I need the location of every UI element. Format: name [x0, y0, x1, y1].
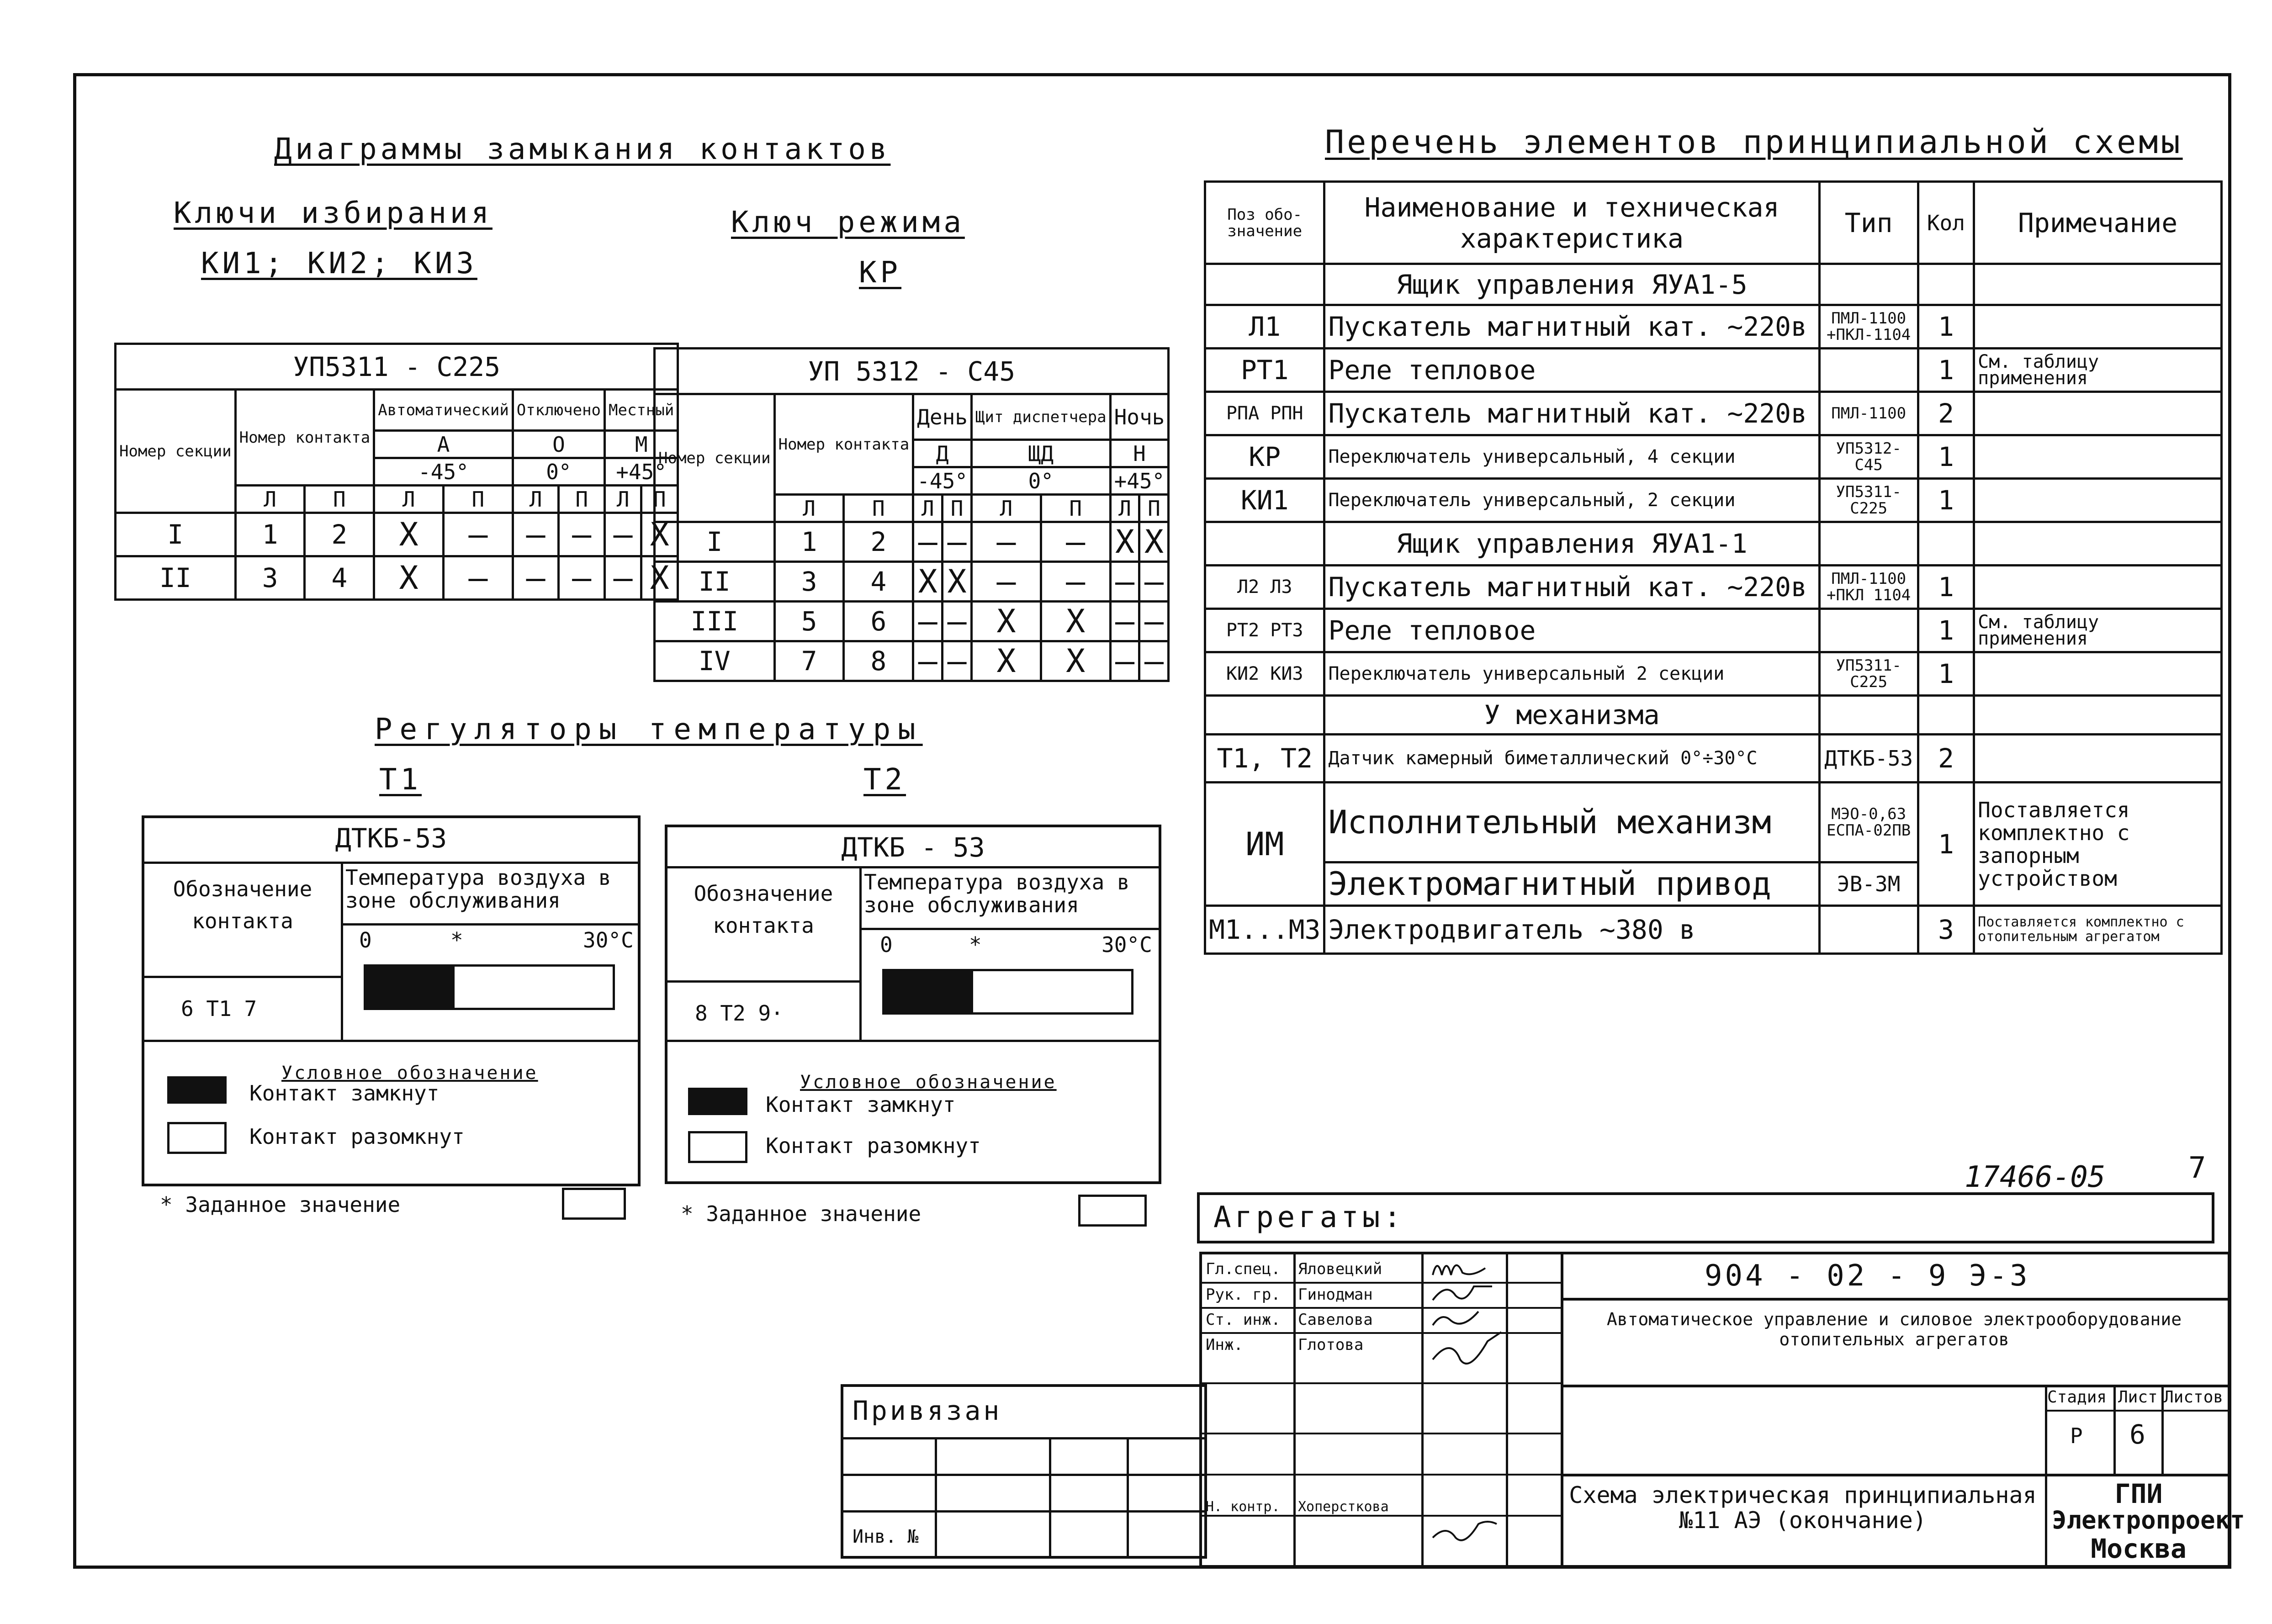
- state-cell: —: [1110, 562, 1139, 602]
- section-cell: I: [655, 522, 775, 562]
- table-row: [1205, 479, 2222, 522]
- qty-cell: 3: [1918, 906, 1974, 954]
- state-cell: —: [943, 602, 972, 641]
- mode-name: День: [913, 394, 972, 440]
- t2-contact-symbol: 8 Т2 9·: [695, 1001, 784, 1026]
- t2-scale-min: 0: [880, 932, 893, 957]
- mode-angle: -45°: [913, 467, 972, 495]
- lp-label: Л: [513, 486, 559, 513]
- name-cell: Реле тепловое: [1324, 609, 1819, 652]
- regulators-title: Регуляторы температуры: [375, 713, 923, 746]
- t2-temp-header: Температура воздуха в зоне обслуживания: [864, 870, 1130, 917]
- t2-temperature-scale: [882, 969, 1133, 1015]
- lp-label: П: [559, 486, 605, 513]
- lp-label: Л: [913, 495, 943, 522]
- qty-cell: 1: [1918, 435, 1974, 479]
- note-cell: См. таблицу применения: [1974, 349, 2222, 392]
- org-line-2: Электропроект: [2052, 1506, 2245, 1534]
- role-label: Н. контр.: [1206, 1499, 1280, 1515]
- lp-label: П: [1139, 495, 1169, 522]
- state-cell: —: [972, 522, 1041, 562]
- qty-cell: 1: [1918, 349, 1974, 392]
- state-cell: —: [943, 641, 972, 681]
- type-cell: УП5311-С225: [1819, 652, 1918, 696]
- state-cell: —: [444, 513, 513, 556]
- t2-setpoint-note: * Заданное значение: [681, 1201, 922, 1226]
- lp-label: П: [305, 486, 374, 513]
- legend-open-swatch: [688, 1131, 747, 1163]
- sheet-header: Лист: [2118, 1388, 2158, 1407]
- table-row: [1205, 349, 2222, 392]
- state-cell: X: [943, 562, 972, 602]
- state-cell: X: [1110, 522, 1139, 562]
- mode-position: А: [374, 431, 513, 458]
- elements-table: [1204, 180, 2223, 955]
- role-label: Ст. инж.: [1206, 1311, 1281, 1329]
- section-cell: I: [116, 513, 236, 556]
- type-cell: [1819, 349, 1918, 392]
- mode-angle: +45°: [1110, 467, 1169, 495]
- org-line-3: Москва: [2091, 1533, 2187, 1564]
- legend-closed-label: Контакт замкнут: [249, 1081, 440, 1106]
- inv-label: Инв. №: [853, 1526, 919, 1547]
- table-row: [655, 562, 1169, 602]
- pos-cell: ИМ: [1205, 783, 1324, 906]
- table-row: [1205, 735, 2222, 783]
- role-label: Инж.: [1206, 1336, 1243, 1354]
- type-cell: УП5311-С225: [1819, 479, 1918, 522]
- state-cell: —: [605, 513, 641, 556]
- sheet-value: 6: [2129, 1419, 2145, 1450]
- section-number-header: Номер секции: [116, 390, 236, 513]
- name-cell: Исполнительный механизм: [1324, 783, 1819, 862]
- person-name: Гинодман: [1298, 1285, 1373, 1304]
- pos-cell: М1...М3: [1205, 906, 1324, 954]
- state-cell: X: [374, 556, 444, 600]
- state-cell: X: [1139, 522, 1169, 562]
- lp-label: Л: [235, 486, 305, 513]
- signature-marks: [1424, 1254, 1506, 1565]
- qty-cell: 1: [1918, 479, 1974, 522]
- section-label: Ящик управления ЯУА1-5: [1324, 264, 1819, 305]
- contact-cell: 3: [774, 562, 844, 602]
- name-cell: Датчик камерный биметаллический 0°÷30°С: [1324, 735, 1819, 783]
- lp-label: П: [844, 495, 913, 522]
- qty-cell: 2: [1918, 735, 1974, 783]
- agregaty-label: Агрегаты:: [1213, 1201, 1405, 1234]
- t2-panel: [665, 825, 1161, 1184]
- name-cell: Реле тепловое: [1324, 349, 1819, 392]
- pos-cell: Л2 Л3: [1205, 566, 1324, 609]
- state-cell: —: [1139, 602, 1169, 641]
- contact-cell: 2: [305, 513, 374, 556]
- t2-label: Т2: [863, 763, 906, 797]
- table-row: [1205, 696, 2222, 735]
- table-type: УП 5312 - С45: [655, 349, 1169, 394]
- pos-cell: Т1, Т2: [1205, 735, 1324, 783]
- contact-table-ki: [114, 343, 679, 601]
- table-row: [1205, 652, 2222, 696]
- name-cell: Пускатель магнитный кат. ~220в: [1324, 305, 1819, 349]
- lp-label: Л: [972, 495, 1041, 522]
- lp-label: П: [444, 486, 513, 513]
- legend-closed-swatch: [167, 1076, 227, 1104]
- t1-setpoint-box: [562, 1188, 626, 1220]
- mode-key-title: Ключ режима: [731, 206, 965, 239]
- t2-type: ДТКБ - 53: [841, 832, 985, 863]
- col-header-qty: Кол: [1918, 182, 1974, 264]
- state-cell: X: [1041, 602, 1110, 641]
- contact-cell: 1: [235, 513, 305, 556]
- legend-closed-label: Контакт замкнут: [766, 1092, 956, 1117]
- qty-cell: 1: [1918, 652, 1974, 696]
- note-cell: [1974, 435, 2222, 479]
- note-cell: [1974, 392, 2222, 435]
- name-cell: Переключатель универсальный 2 секции: [1324, 652, 1819, 696]
- state-cell: —: [913, 602, 943, 641]
- contact-number-header: Номер контакта: [235, 390, 374, 486]
- t1-contact-symbol: 6 Т1 7: [181, 996, 257, 1021]
- t1-panel: [142, 815, 641, 1186]
- contact-cell: 2: [844, 522, 913, 562]
- table-row: [1205, 305, 2222, 349]
- t1-scale-min: 0: [359, 928, 372, 952]
- project-code: 904 - 02 - 9 Э-3: [1705, 1259, 2030, 1293]
- state-cell: —: [1139, 562, 1169, 602]
- project-title: Автоматическое управление и силовое электрооборудование отопительных агрегатов: [1606, 1309, 2182, 1349]
- name-cell: Пускатель магнитный кат. ~220в: [1324, 392, 1819, 435]
- col-header-pos: Поз обо-значение: [1205, 182, 1324, 264]
- pos-cell: КИ2 КИ3: [1205, 652, 1324, 696]
- legend-closed-swatch: [688, 1088, 747, 1115]
- pos-cell: РТ2 РТ3: [1205, 609, 1324, 652]
- t1-scale-setpoint: *: [450, 928, 463, 952]
- section-cell: III: [655, 602, 775, 641]
- table-row: [655, 602, 1169, 641]
- pos-cell: РПА РПН: [1205, 392, 1324, 435]
- note-cell: [1974, 566, 2222, 609]
- table-row: [1205, 264, 2222, 305]
- t1-setpoint-note: * Заданное значение: [160, 1192, 401, 1217]
- note-cell: [1974, 735, 2222, 783]
- mode-name: Ночь: [1110, 394, 1169, 440]
- state-cell: —: [559, 513, 605, 556]
- note-cell: [1974, 652, 2222, 696]
- legend-open-swatch: [167, 1122, 227, 1154]
- table-row: [1205, 906, 2222, 954]
- mode-key-subtitle: КР: [859, 256, 902, 290]
- stage-header: Стадия: [2047, 1388, 2107, 1407]
- t2-scale-setpoint: *: [969, 932, 982, 957]
- pos-cell: Л1: [1205, 305, 1324, 349]
- qty-cell: 1: [1918, 609, 1974, 652]
- qty-cell: 1: [1918, 305, 1974, 349]
- lp-label: П: [1041, 495, 1110, 522]
- t1-temperature-scale: [364, 964, 615, 1010]
- state-cell: X: [641, 556, 678, 600]
- note-cell: [1974, 305, 2222, 349]
- role-label: Гл.спец.: [1206, 1260, 1281, 1278]
- person-name: Хоперсткова: [1298, 1499, 1389, 1515]
- table-row: [655, 641, 1169, 681]
- sheets-header: Листов: [2164, 1388, 2224, 1407]
- table-row: [1205, 522, 2222, 566]
- state-cell: X: [374, 513, 444, 556]
- selector-keys-subtitle: КИ1; КИ2; КИ3: [201, 247, 477, 280]
- legend-title: Условное обозначение: [281, 1063, 538, 1084]
- selector-keys-title: Ключи избирания: [174, 196, 493, 230]
- section-number-header: Номер секции: [655, 394, 775, 522]
- pos-cell: КИ1: [1205, 479, 1324, 522]
- lp-label: Л: [605, 486, 641, 513]
- legend-open-label: Контакт разомкнут: [766, 1133, 981, 1158]
- state-cell: X: [641, 513, 678, 556]
- contact-cell: 1: [774, 522, 844, 562]
- qty-cell: 1: [1918, 783, 1974, 906]
- state-cell: —: [1139, 641, 1169, 681]
- note-cell: См. таблицу применения: [1974, 609, 2222, 652]
- mode-name: Автоматический: [374, 390, 513, 431]
- org-line-1: ГПИ: [2114, 1478, 2163, 1509]
- type-cell: [1819, 906, 1918, 954]
- t1-contact-header: Обозначение контакта: [173, 877, 312, 933]
- t2-scale-max: 30°С: [1102, 932, 1152, 957]
- name-cell: Электромагнитный привод: [1324, 862, 1819, 906]
- contact-number-header: Номер контакта: [774, 394, 913, 495]
- state-cell: X: [972, 602, 1041, 641]
- state-cell: —: [444, 556, 513, 600]
- mode-angle: -45°: [374, 458, 513, 486]
- type-cell: ПМЛ-1100 +ПКЛ 1104: [1819, 566, 1918, 609]
- table-row: [1205, 392, 2222, 435]
- state-cell: —: [1041, 522, 1110, 562]
- section-cell: II: [116, 556, 236, 600]
- note-cell: Поставляется комплектно с запорным устройством: [1974, 783, 2222, 906]
- type-cell: ПМЛ-1100 +ПКЛ-1104: [1819, 305, 1918, 349]
- sheet-corner-number: 7: [2188, 1151, 2206, 1185]
- mode-angle: +45°: [605, 458, 678, 486]
- mode-angle: 0°: [972, 467, 1111, 495]
- legend-title: Условное обозначение: [800, 1072, 1057, 1093]
- type-cell: МЭО-0,63 ЕСПА-02ПВ: [1819, 783, 1918, 862]
- mode-position: Д: [913, 440, 972, 467]
- t2-closed-range-bar: [884, 971, 973, 1012]
- t1-closed-range-bar: [366, 967, 455, 1008]
- type-cell: ЭВ-3М: [1819, 862, 1918, 906]
- t2-setpoint-box: [1078, 1195, 1147, 1227]
- section-cell: IV: [655, 641, 775, 681]
- type-cell: ПМЛ-1100: [1819, 392, 1918, 435]
- note-cell: [1974, 479, 2222, 522]
- state-cell: —: [943, 522, 972, 562]
- table-row: [1205, 435, 2222, 479]
- name-cell: Переключатель универсальный, 4 секции: [1324, 435, 1819, 479]
- state-cell: —: [605, 556, 641, 600]
- mode-angle: 0°: [513, 458, 604, 486]
- section-label: Ящик управления ЯУА1-1: [1324, 522, 1819, 566]
- section-label: У механизма: [1324, 696, 1819, 735]
- lp-label: Л: [774, 495, 844, 522]
- state-cell: —: [972, 562, 1041, 602]
- table-row: [655, 522, 1169, 562]
- name-cell: Переключатель универсальный, 2 секции: [1324, 479, 1819, 522]
- contact-diagrams-title: Диаграммы замыкания контактов: [274, 132, 891, 166]
- col-header-note: Примечание: [1974, 182, 2222, 264]
- t1-temp-header: Температура воздуха в зоне обслуживания: [345, 865, 611, 913]
- contact-cell: 3: [235, 556, 305, 600]
- privyazan-box: [841, 1384, 1207, 1559]
- contact-cell: 4: [844, 562, 913, 602]
- state-cell: —: [513, 556, 559, 600]
- t1-scale-max: 30°С: [583, 928, 634, 952]
- table-row: [1205, 566, 2222, 609]
- pos-cell: РТ1: [1205, 349, 1324, 392]
- t2-contact-header: Обозначение контакта: [694, 881, 833, 938]
- table-row: [116, 513, 678, 556]
- name-cell: Пускатель магнитный кат. ~220в: [1324, 566, 1819, 609]
- type-cell: ДТКБ-53: [1819, 735, 1918, 783]
- contact-cell: 5: [774, 602, 844, 641]
- type-cell: [1819, 609, 1918, 652]
- mode-name: Щит диспетчера: [972, 394, 1111, 440]
- person-name: Глотова: [1298, 1336, 1364, 1354]
- contact-cell: 4: [305, 556, 374, 600]
- document-number: 17466-05: [1965, 1160, 2106, 1194]
- lp-label: П: [641, 486, 678, 513]
- t1-type: ДТКБ-53: [335, 823, 447, 854]
- lp-label: Л: [1110, 495, 1139, 522]
- state-cell: —: [1041, 562, 1110, 602]
- mode-position: ЩД: [972, 440, 1111, 467]
- state-cell: X: [1041, 641, 1110, 681]
- mode-name: Отключено: [513, 390, 604, 431]
- lp-label: Л: [374, 486, 444, 513]
- contact-cell: 7: [774, 641, 844, 681]
- state-cell: X: [913, 562, 943, 602]
- table-row: [1205, 783, 2222, 862]
- section-cell: II: [655, 562, 775, 602]
- state-cell: —: [913, 641, 943, 681]
- contact-cell: 6: [844, 602, 913, 641]
- t1-label: Т1: [379, 763, 422, 797]
- mode-name: Местный: [605, 390, 678, 431]
- mode-position: Н: [1110, 440, 1169, 467]
- table-row: [116, 556, 678, 600]
- state-cell: —: [913, 522, 943, 562]
- state-cell: X: [972, 641, 1041, 681]
- mode-position: М: [605, 431, 678, 458]
- type-cell: УП5312-С45: [1819, 435, 1918, 479]
- state-cell: —: [1110, 602, 1139, 641]
- contact-table-kr: [653, 347, 1170, 682]
- table-type: УП5311 - С225: [116, 344, 678, 390]
- col-header-name: Наименование и техническая характеристика: [1324, 182, 1819, 264]
- lp-label: П: [943, 495, 972, 522]
- name-cell: Электродвигатель ~380 в: [1324, 906, 1819, 954]
- person-name: Савелова: [1298, 1311, 1373, 1329]
- state-cell: —: [559, 556, 605, 600]
- person-name: Яловецкий: [1298, 1260, 1382, 1278]
- qty-cell: 2: [1918, 392, 1974, 435]
- qty-cell: 1: [1918, 566, 1974, 609]
- legend-open-label: Контакт разомкнут: [249, 1124, 465, 1149]
- stage-value: Р: [2070, 1423, 2083, 1448]
- privyazan-label: Привязан: [853, 1395, 1002, 1426]
- agregaty-box: [1197, 1192, 2214, 1243]
- role-label: Рук. гр.: [1206, 1285, 1281, 1304]
- note-cell: Поставляется комплектно с отопительным агрегатом: [1974, 906, 2222, 954]
- state-cell: —: [513, 513, 559, 556]
- mode-position: О: [513, 431, 604, 458]
- table-row: [1205, 609, 2222, 652]
- sheet-title: Схема электрическая принципиальная №11 АЭ (окончание): [1569, 1482, 2037, 1534]
- pos-cell: КР: [1205, 435, 1324, 479]
- elements-title: Перечень элементов принципиальной схемы: [1325, 123, 2183, 161]
- col-header-type: Тип: [1819, 182, 1918, 264]
- state-cell: —: [1110, 641, 1139, 681]
- contact-cell: 8: [844, 641, 913, 681]
- title-block: [1199, 1252, 2245, 1568]
